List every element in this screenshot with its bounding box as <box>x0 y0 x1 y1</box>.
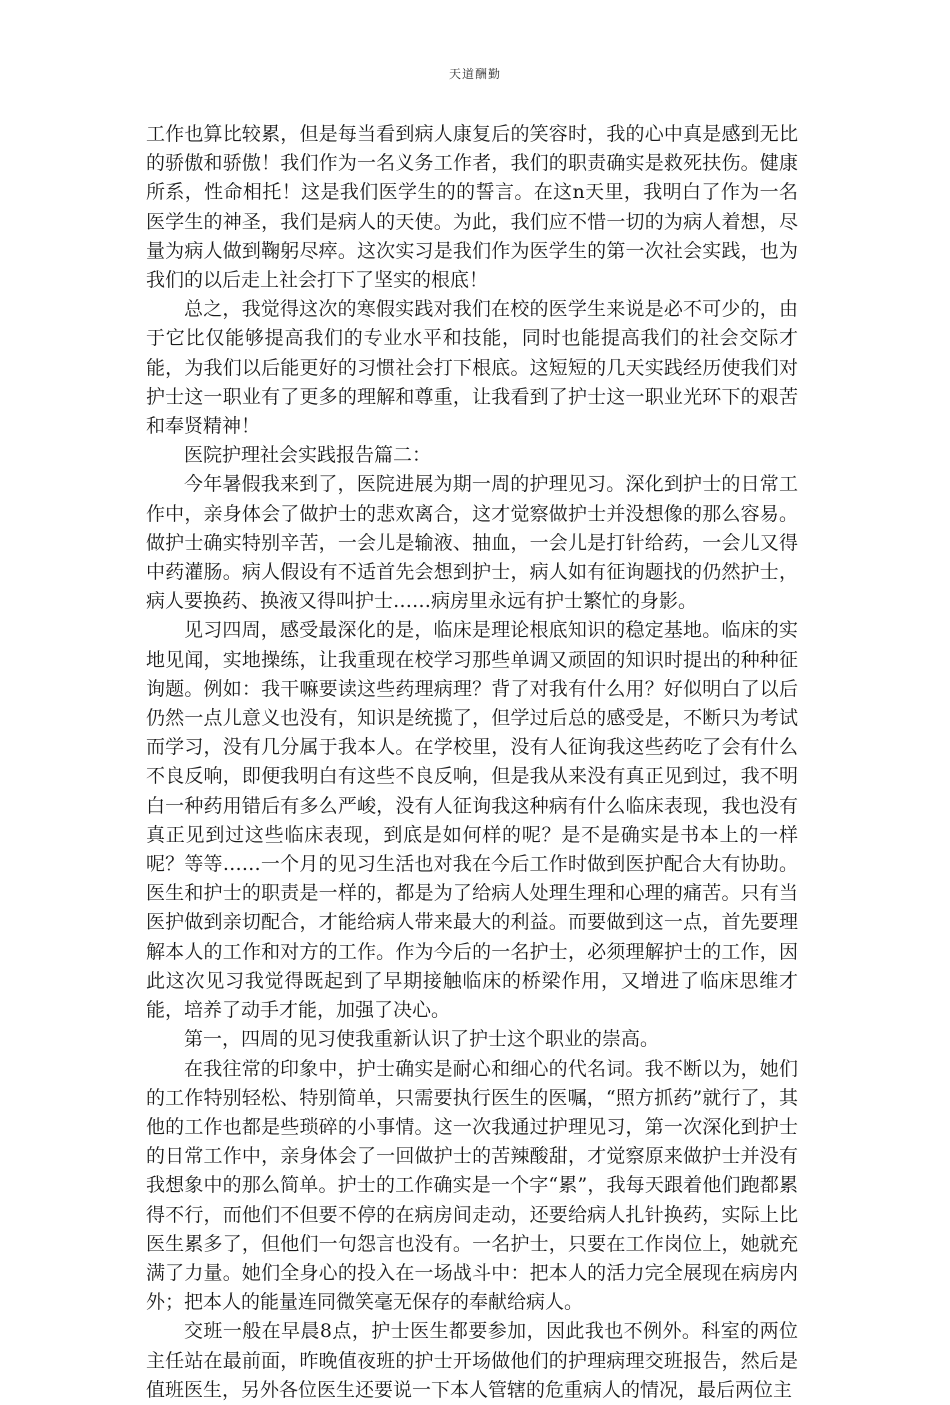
paragraph-6: 在我往常的印象中，护士确实是耐心和细心的代名词。我不断以为，她们的工作特别轻松、特别简单，只需要执行医生的医嘱，“照方抓药”就行了，其他的工作也都是些琐碎的小事情。这一次我通过护理见习，第一次深化到护士的日常工作中，亲身体会了一回做护士的苦辣酸甜，才觉察原来做护士并没有我想象中的那么简单。护士的工作确实是一个字“累”，我每天跟着他们跑都累得不行，而他们不但要不停的在病房间走动，还要给病人扎针换药，实际上比医生累多了，但他们一句怨言也没有。一名护士，只要在工作岗位上，她就充满了力量。她们全身心的投入在一场战斗中：把本人的活力完全展现在病房内外；把本人的能量连同微笑毫无保存的奉献给病人。 <box>146 1057 798 1314</box>
paragraph-3: 今年暑假我来到了，医院进展为期一周的护理见习。深化到护士的日常工作中，亲身体会了做护士的悲欢离合，这才觉察做护士并没想像的那么容易。做护士确实特别辛苦，一会儿是输液、抽血，一会儿是打针给药，一会儿又得中药灌肠。病人假设有不适首先会想到护士，病人如有征询题找的仍然护士，病人要换药、换液又得叫护士……病房里永远有护士繁忙的身影。 <box>146 473 798 613</box>
paragraph-2: 总之，我觉得这次的寒假实践对我们在校的医学生来说是必不可少的，由于它比仅能够提高我们的专业水平和技能，同时也能提高我们的社会交际才能，为我们以后能更好的习惯社会打下根底。这短短的几天实践经历使我们对护士这一职业有了更多的理解和尊重，让我看到了护士这一职业光环下的艰苦和奉贤精神！ <box>146 298 798 438</box>
document-body <box>146 120 798 1405</box>
paragraph-4: 见习四周，感受最深化的是，临床是理论根底知识的稳定基地。临床的实地见闻，实地操练，让我重现在校学习那些单调又顽固的知识时提出的种种征询题。例如：我干嘛要读这些药理病理？背了对我有什么用？好似明白了以后仍然一点儿意义也没有，知识是统揽了，但学过后总的感受是，不断只为考试而学习，没有几分属于我本人。在学校里，没有人征询我这些药吃了会有什么不良反响，即便我明白有这些不良反响，但是我从来没有真正见到过，我不明白一种药用错后有多么严峻，没有人征询我这种病有什么临床表现，我也没有真正见到过这些临床表现，到底是如何样的呢？是不是确实是书本上的一样呢？等等……一个月的见习生活也对我在今后工作时做到医护配合大有协助。医生和护士的职责是一样的，都是为了给病人处理生理和心理的痛苦。只有当医护做到亲切配合，才能给病人带来最大的利益。而要做到这一点，首先要理解本人的工作和对方的工作。作为今后的一名护士，必须理解护士的工作，因此这次见习我觉得既起到了早期接触临床的桥梁作用，又增进了临床思维才能，培养了动手才能，加强了决心。 <box>146 619 798 1022</box>
page-header: 天道酬勤 <box>448 67 501 81</box>
section-heading: 医院护理社会实践报告篇二： <box>184 444 432 467</box>
paragraph-7: 交班一般在早晨8点，护士医生都要参加，因此我也不例外。科室的两位主任站在最前面，昨晚值夜班的护士开场做他们的护理病理交班报告，然后是值班医生，另外各位医生还要说一下本人管辖的危重病人的情况，最后两位主 <box>146 1320 798 1401</box>
paragraph-5: 第一，四周的见习使我重新认识了护士这个职业的崇高。 <box>184 1028 660 1051</box>
paragraph-1: 工作也算比较累，但是每当看到病人康复后的笑容时，我的心中真是感到无比的骄傲和骄傲！我们作为一名义务工作者，我们的职责确实是救死扶伤。健康所系，性命相托！这是我们医学生的的誓言。在这n天里，我明白了作为一名医学生的神圣，我们是病人的天使。为此，我们应不惜一切的为病人着想，尽量为病人做到鞠躬尽瘁。这次实习是我们作为医学生的第一次社会实践，也为我们的以后走上社会打下了坚实的根底！ <box>146 123 798 292</box>
